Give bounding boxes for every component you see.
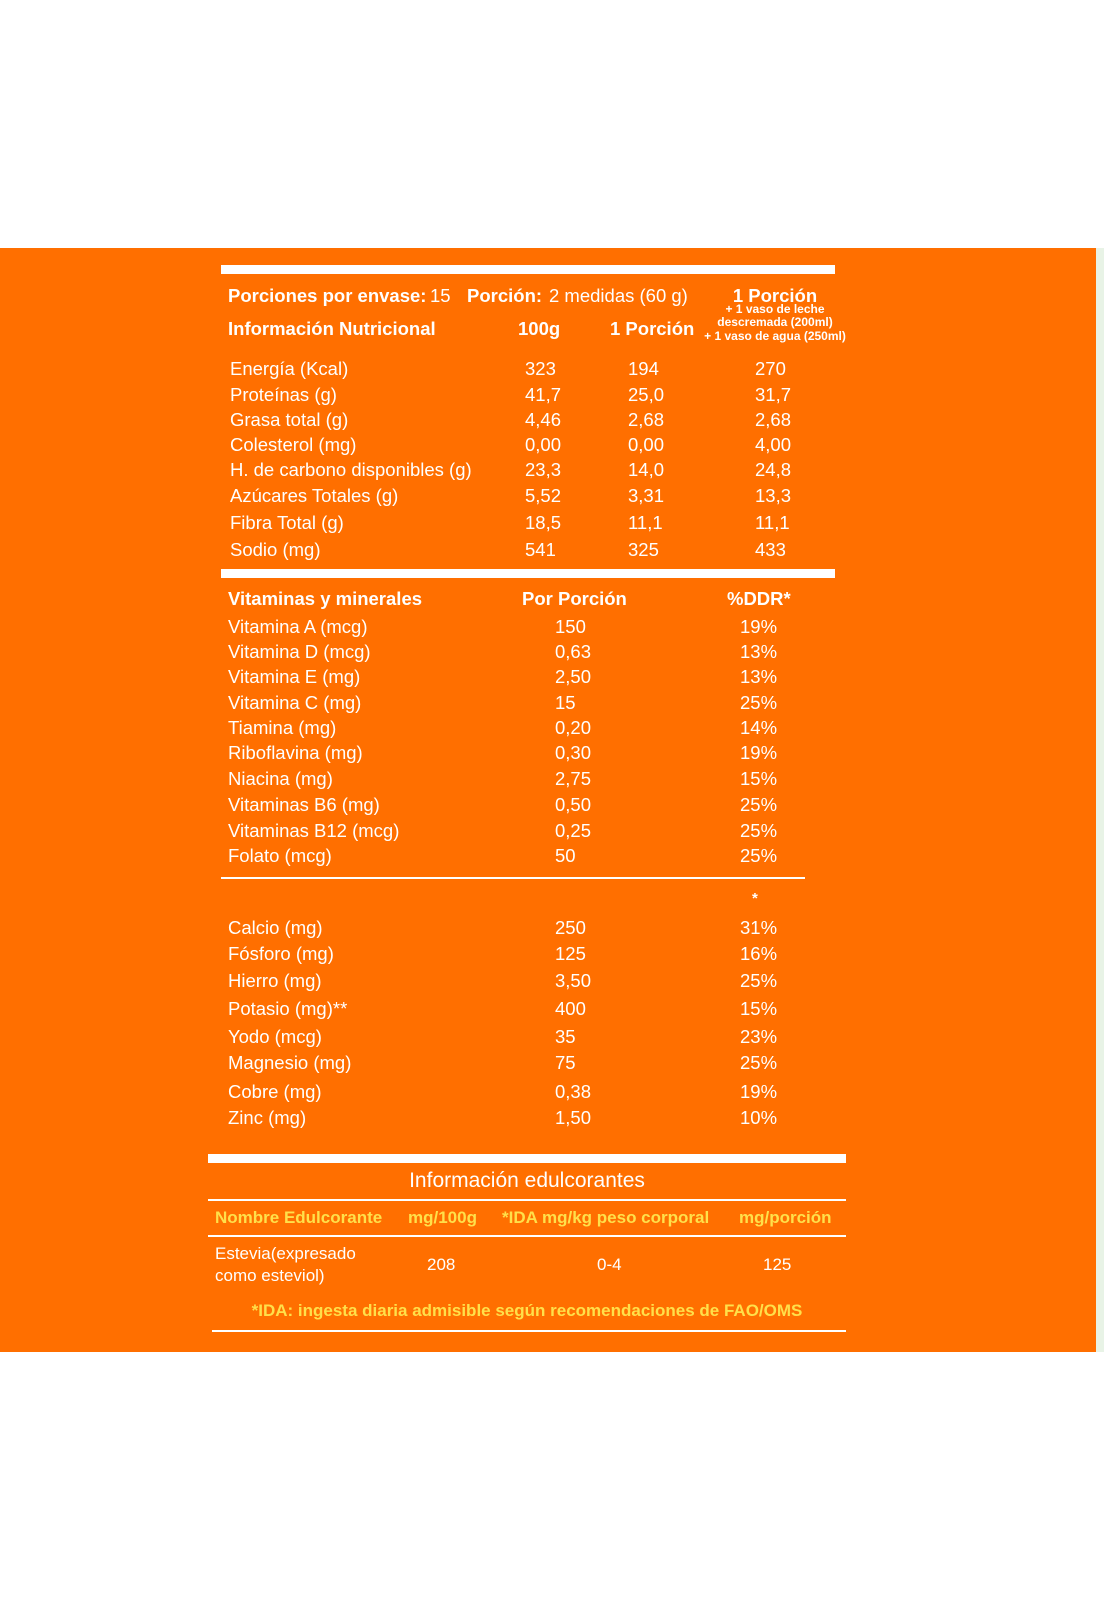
vitamin-portion: 15 [555, 692, 576, 713]
portion-value: 2 medidas (60 g) [549, 285, 688, 306]
prepared-note-water: + 1 vaso de agua (250ml) [704, 329, 846, 343]
vitamin-ddr: 25% [740, 692, 778, 713]
sweetener-name-line2: como esteviol) [215, 1266, 325, 1285]
vitamin-ddr: 13% [740, 641, 778, 662]
vitamin-portion: 150 [555, 616, 586, 637]
sweeteners-col-mg100: mg/100g [408, 1208, 477, 1227]
vitamin-portion: 2,50 [555, 666, 592, 687]
vitamins-col-portion: Por Porción [522, 588, 627, 609]
mineral-ddr: 16% [740, 943, 778, 964]
vitamin-name: Vitaminas B12 (mcg) [228, 820, 400, 841]
mineral-name: Zinc (mg) [228, 1107, 307, 1128]
right-edge-strip [1096, 248, 1104, 1352]
sweetener-mgportion: 125 [763, 1255, 792, 1274]
nutrient-name: Sodio (mg) [230, 539, 321, 560]
mineral-name: Hierro (mg) [228, 970, 322, 991]
sweeteners-line-mid [208, 1235, 846, 1237]
nutrient-name: Grasa total (g) [230, 409, 349, 430]
nutrient-prepared: 4,00 [755, 434, 792, 455]
sweeteners-footnote: *IDA: ingesta diaria admisible según recomendaciones de FAO/OMS [251, 1301, 803, 1320]
vitamin-ddr: 14% [740, 717, 778, 738]
vitamin-portion: 0,25 [555, 820, 592, 841]
vitamin-name: Vitamina E (mg) [228, 666, 361, 687]
prepared-note-milk: + 1 vaso de leche [725, 302, 825, 316]
prepared-note-skim: descremada (200ml) [717, 315, 833, 329]
mineral-name: Yodo (mcg) [228, 1026, 322, 1047]
vitamin-name: Vitaminas B6 (mg) [228, 794, 380, 815]
nutrient-portion: 3,31 [628, 485, 665, 506]
vitamin-ddr: 15% [740, 768, 778, 789]
portion-label: Porción: [467, 285, 543, 306]
vitamin-portion: 0,30 [555, 742, 592, 763]
mineral-portion: 35 [555, 1026, 576, 1047]
col-100g-header: 100g [518, 318, 561, 339]
mineral-portion: 1,50 [555, 1107, 592, 1128]
sweeteners-col-mgportion: mg/porción [739, 1208, 832, 1227]
nutrient-portion: 11,1 [628, 512, 663, 533]
sweetener-ida: 0-4 [597, 1255, 622, 1274]
nutrient-100g: 4,46 [525, 409, 562, 430]
mineral-ddr: 15% [740, 998, 778, 1019]
sweeteners-col-name: Nombre Edulcorante [215, 1208, 383, 1227]
mineral-name: Calcio (mg) [228, 917, 323, 938]
vitamin-ddr: 25% [740, 845, 778, 866]
nutrient-prepared: 24,8 [755, 459, 792, 480]
vitamin-ddr: 19% [740, 616, 778, 637]
sweetener-mg100: 208 [427, 1255, 456, 1274]
top-divider [221, 265, 835, 274]
col-portion-header: 1 Porción [610, 318, 695, 339]
mineral-ddr: 19% [740, 1081, 778, 1102]
vitamin-name: Vitamina C (mg) [228, 692, 362, 713]
mineral-name: Cobre (mg) [228, 1081, 322, 1102]
mineral-name: Fósforo (mg) [228, 943, 334, 964]
mineral-ddr: 25% [740, 1052, 778, 1073]
nutrient-prepared: 11,1 [755, 512, 790, 533]
sweeteners-col-ida: *IDA mg/kg peso corporal [502, 1208, 710, 1227]
sweetener-name-line1: Estevia(expresado [215, 1244, 356, 1263]
nutrient-100g: 541 [525, 539, 556, 560]
nutrient-portion: 25,0 [628, 384, 665, 405]
sweeteners-line-top [208, 1199, 846, 1201]
vitamin-portion: 0,20 [555, 717, 592, 738]
mineral-name: Potasio (mg)** [228, 998, 348, 1019]
nutrient-100g: 18,5 [525, 512, 562, 533]
mineral-portion: 0,38 [555, 1081, 592, 1102]
nutrient-portion: 14,0 [628, 459, 665, 480]
minerals-marker: * [752, 890, 758, 907]
servings-value: 15 [430, 285, 451, 306]
mineral-ddr: 10% [740, 1107, 778, 1128]
nutrition-title: Información Nutricional [228, 318, 436, 339]
mineral-portion: 75 [555, 1052, 576, 1073]
prepared-column-title: 1 Porción [732, 285, 818, 306]
vitamin-ddr: 19% [740, 742, 778, 763]
vitamin-name: Tiamina (mg) [228, 717, 337, 738]
nutrient-100g: 41,7 [525, 384, 562, 405]
mineral-ddr: 31% [740, 917, 778, 938]
nutrient-name: Energía (Kcal) [230, 358, 349, 379]
servings-label: Porciones por envase: [228, 285, 427, 306]
mineral-portion: 400 [555, 998, 586, 1019]
minerals-divider [221, 877, 805, 879]
nutrient-prepared: 2,68 [755, 409, 792, 430]
nutrient-prepared: 13,3 [755, 485, 792, 506]
section-divider [221, 569, 835, 578]
mineral-name: Magnesio (mg) [228, 1052, 352, 1073]
nutrient-100g: 23,3 [525, 459, 562, 480]
nutrient-prepared: 270 [755, 358, 786, 379]
sweeteners-line-bottom [212, 1330, 846, 1332]
vitamin-portion: 0,50 [555, 794, 592, 815]
vitamin-name: Vitamina A (mcg) [228, 616, 368, 637]
vitamin-portion: 2,75 [555, 768, 592, 789]
vitamins-col-ddr: %DDR* [727, 588, 791, 609]
nutrient-portion: 325 [628, 539, 659, 560]
vitamin-portion: 50 [555, 845, 576, 866]
nutrient-prepared: 433 [755, 539, 786, 560]
vitamin-portion: 0,63 [555, 641, 592, 662]
mineral-ddr: 25% [740, 970, 778, 991]
vitamin-ddr: 25% [740, 794, 778, 815]
mineral-portion: 3,50 [555, 970, 592, 991]
vitamin-name: Niacina (mg) [228, 768, 333, 789]
nutrient-name: Azúcares Totales (g) [230, 485, 399, 506]
nutrient-prepared: 31,7 [755, 384, 792, 405]
vitamins-title: Vitaminas y minerales [228, 588, 423, 609]
mineral-portion: 125 [555, 943, 586, 964]
vitamin-name: Folato (mcg) [228, 845, 332, 866]
nutrient-100g: 323 [525, 358, 556, 379]
mineral-ddr: 23% [740, 1026, 778, 1047]
nutrient-name: Colesterol (mg) [230, 434, 357, 455]
sweeteners-divider [208, 1154, 846, 1163]
nutrient-100g: 0,00 [525, 434, 562, 455]
sweeteners-title: Información edulcorantes [409, 1169, 645, 1192]
vitamin-name: Vitamina D (mcg) [228, 641, 371, 662]
nutrient-name: Fibra Total (g) [230, 512, 344, 533]
vitamin-name: Riboflavina (mg) [228, 742, 363, 763]
mineral-portion: 250 [555, 917, 586, 938]
nutrient-100g: 5,52 [525, 485, 562, 506]
vitamin-ddr: 13% [740, 666, 778, 687]
nutrient-portion: 2,68 [628, 409, 665, 430]
vitamin-ddr: 25% [740, 820, 778, 841]
nutrient-name: Proteínas (g) [230, 384, 337, 405]
nutrient-name: H. de carbono disponibles (g) [230, 459, 472, 480]
nutrient-portion: 194 [628, 358, 659, 379]
nutrient-portion: 0,00 [628, 434, 665, 455]
